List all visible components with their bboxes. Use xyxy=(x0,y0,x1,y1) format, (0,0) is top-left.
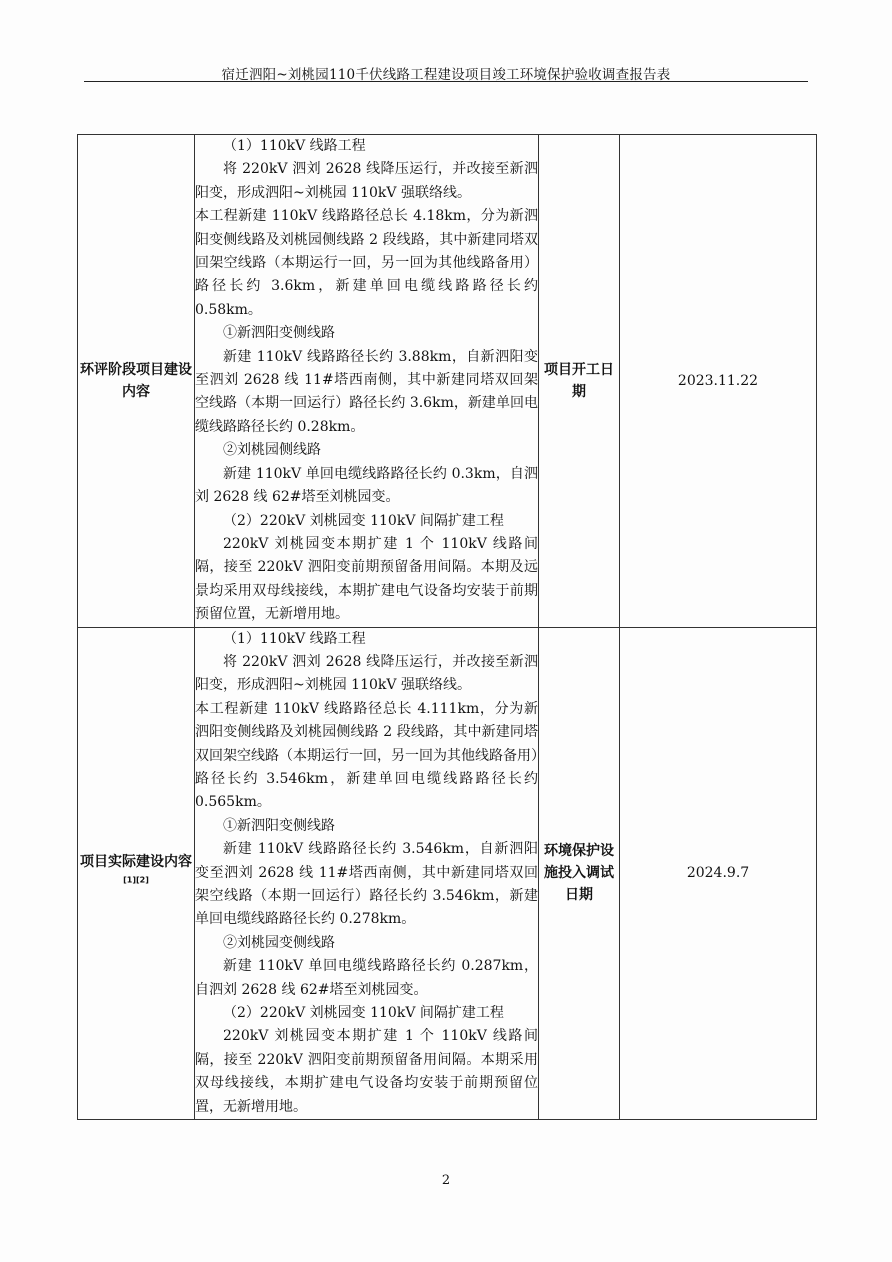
actual-construction-content xyxy=(195,627,539,1120)
date-value-commissioning: 2024.9.7 xyxy=(620,627,817,1120)
content-paragraph: 220kV 刘桃园变本期扩建 1 个 110kV 线路间隔，接至 220kV 泗阳变前期预留备用间隔。本期及远景均采用双母线接线，本期扩建电气设备均安装于前期预留位置，无新增用地。 xyxy=(195,535,538,623)
row-label-text: 环评阶段项目建设内容 xyxy=(80,361,192,400)
content-paragraph: ②刘桃园变侧线路 xyxy=(223,934,335,951)
page-number: 2 xyxy=(441,1173,451,1188)
page-header-title: 宿迁泗阳~刘桃园110千伏线路工程建设项目竣工环境保护验收调查报告表 xyxy=(221,67,671,83)
date-value-start: 2023.11.22 xyxy=(620,135,817,628)
content-paragraph: ①新泗阳变侧线路 xyxy=(223,325,335,342)
table-row-actual-construction xyxy=(78,627,817,1120)
header-rule xyxy=(84,81,808,82)
date-label-start: 项目开工日期 xyxy=(539,135,620,628)
content-paragraph: 本工程新建 110kV 线路路径总长 4.18km，分为新泗阳变侧线路及刘桃园侧线路 2 段线路，其中新建同塔双回架空线路（本期运行一回，另一回为其他线路备用）路径长约 3.6km，新建单回电缆线路路径长约 0.58km。 xyxy=(195,208,538,318)
content-paragraph: 新建 110kV 线路路径长约 3.546km，自新泗阳变至泗刘 2628 线 11#塔西南侧，其中新建同塔双回架空线路（本期一回运行）路径长约 3.546km，新建单回电缆线路路径长约 0.278km。 xyxy=(195,841,538,928)
date-label-commissioning: 环境保护设施投入调试日期 xyxy=(539,627,620,1120)
content-paragraph: （2）220kV 刘桃园变 110kV 间隔扩建工程 xyxy=(223,1005,504,1022)
row-label-eia-stage xyxy=(78,135,195,628)
eia-stage-content xyxy=(195,135,539,628)
content-paragraph: （1）110kV 线路工程 xyxy=(223,630,366,647)
content-paragraph: 将 220kV 泗刘 2628 线降压运行，并改接至新泗阳变，形成泗阳~刘桃园 110kV 强联络线。 xyxy=(195,161,538,201)
content-paragraph: （1）110kV 线路工程 xyxy=(223,138,366,154)
content-paragraph: 新建 110kV 单回电缆线路路径长约 0.3km，自泗刘 2628 线 62#塔至刘桃园变。 xyxy=(195,465,538,506)
content-paragraph: 本工程新建 110kV 线路路径总长 4.111km，分为新泗阳变侧线路及刘桃园侧线路 2 段线路，其中新建同塔双回架空线路（本期运行一回，另一回为其他线路备用）路径长约 3.546km，新建单回电缆线路路径长约 0.565km。 xyxy=(195,700,538,811)
row-label-text: 项目实际建设内容 xyxy=(80,854,192,871)
content-paragraph: ①新泗阳变侧线路 xyxy=(223,817,335,834)
table-row-eia-stage xyxy=(78,135,817,628)
content-paragraph: 新建 110kV 线路路径长约 3.88km，自新泗阳变至泗刘 2628 线 11#塔西南侧，其中新建同塔双回架空线路（本期一回运行）路径长约 3.6km，新建单回电缆线路路径长约 0.28km。 xyxy=(195,348,538,435)
content-paragraph: 新建 110kV 单回电缆线路路径长约 0.287km，自泗刘 2628 线 62#塔至刘桃园变。 xyxy=(195,958,538,998)
row-label-actual-construction xyxy=(78,627,195,1120)
content-paragraph: 220kV 刘桃园变本期扩建 1 个 110kV 线路间隔，接至 220kV 泗阳变前期预留备用间隔。本期采用双母线接线，本期扩建电气设备均安装于前期预留位置，无新增用地。 xyxy=(195,1028,538,1115)
content-paragraph: （2）220kV 刘桃园变 110kV 间隔扩建工程 xyxy=(223,512,504,529)
reference-marker: [1][2] xyxy=(123,875,149,885)
content-paragraph: 将 220kV 泗刘 2628 线降压运行，并改接至新泗阳变，形成泗阳~刘桃园 110kV 强联络线。 xyxy=(195,653,538,694)
report-table xyxy=(77,134,817,1120)
content-paragraph: ②刘桃园侧线路 xyxy=(223,442,321,459)
